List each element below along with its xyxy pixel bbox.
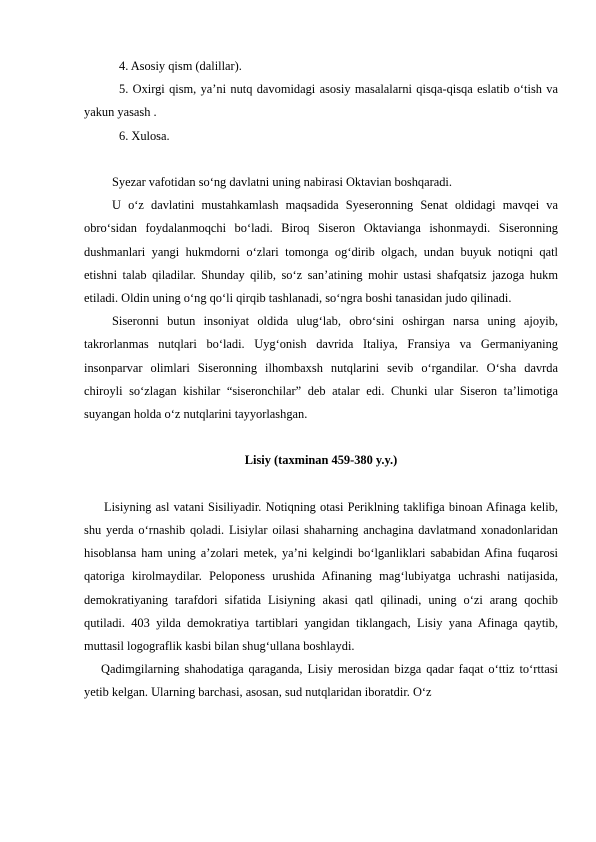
list-item-4: 4. Asosiy qism (dalillar). — [119, 59, 242, 73]
blank-line — [84, 426, 558, 449]
paragraph-lysias-bio: Lisiyning asl vatani Sisiliyadir. Notiqning otasi Periklning taklifiga binoan Afinaga kelib, shu yerda o‘rnashib qoladi. Lisiylar oilasi shaharning anchagina davlatmand xonadonlaridan hisoblansa ham uning a’zolari metek, ya’ni kelgindi bo‘lganliklari sababidan Afina fuqarosi qatoriga kirolmaydilar. Peloponess urushida Afinaning mag‘lubiyatga uchrashi natijasida, demokratiyaning tarafdori sifatida Lisiyning akasi qatl qilinadi, uning o‘zi arang qochib qutiladi. 403 yilda demokratiya tartiblari yangidan tiklangach, Lisiy yana Afinaga qaytib, muttasil logograflik kasbi bilan shug‘ullana boshlaydi. — [84, 499, 558, 654]
document-body — [84, 55, 558, 705]
blank-line — [84, 148, 558, 171]
paragraph-cicero-legacy: Siseronni butun insoniyat oldida ulug‘lab, obro‘sini oshirgan narsa uning ajoyib, takrorlanmas nutqlari bo‘ladi. Uyg‘onish davrida Italiya, Fransiya va Germaniyaning insonparvar olimlari Siseronning ilhombaxsh nutqlarini sevib o‘rgandilar. O‘sha davrda chiroyli so‘zlagan kishilar “siseronchilar” deb atalar edi. Chunki ular Siseron ta’limotiga suyangan holda o‘z nutqlarini tayyorlashgan. — [84, 314, 558, 422]
paragraph-lysias-speeches: Qadimgilarning shahodatiga qaraganda, Lisiy merosidan bizga qadar faqat o‘ttiz to‘rttasi yetib kelgan. Ularning barchasi, asosan, sud nutqlaridan iboratdir. O‘z — [84, 662, 558, 700]
paragraph-cicero-execution: U o‘z davlatini mustahkamlash maqsadida Syeseronning Senat oldidagi mavqei va obro‘sidan foydalanmoqchi bo‘ladi. Biroq Siseron Oktavianga ishonmaydi. Siseronning dushmanlari yangi hukmdorni o‘zlari tomonga og‘dirib olgach, undan buyuk notiqni qatl etishni talab qiladilar. Shunday qilib, so‘z san’atining mohir ustasi shafqatsiz jazoga hukm etiladi. Oldin uning o‘ng qo‘li qirqib tashlanadi, so‘ngra boshi tanasidan judo qilinadi. — [84, 198, 558, 306]
section-heading: Lisiy (taxminan 459-380 y.y.) — [244, 453, 398, 468]
paragraph-octavian: Syezar vafotidan so‘ng davlatni uning nabirasi Oktavian boshqaradi. — [112, 175, 452, 189]
blank-line — [84, 473, 558, 496]
list-item-6: 6. Xulosa. — [119, 128, 170, 143]
list-item-5: 5. Oxirgi qism, ya’ni nutq davomidagi asosiy masalalarni qisqa-qisqa eslatib o‘tish va yakun yasash . — [84, 82, 558, 120]
